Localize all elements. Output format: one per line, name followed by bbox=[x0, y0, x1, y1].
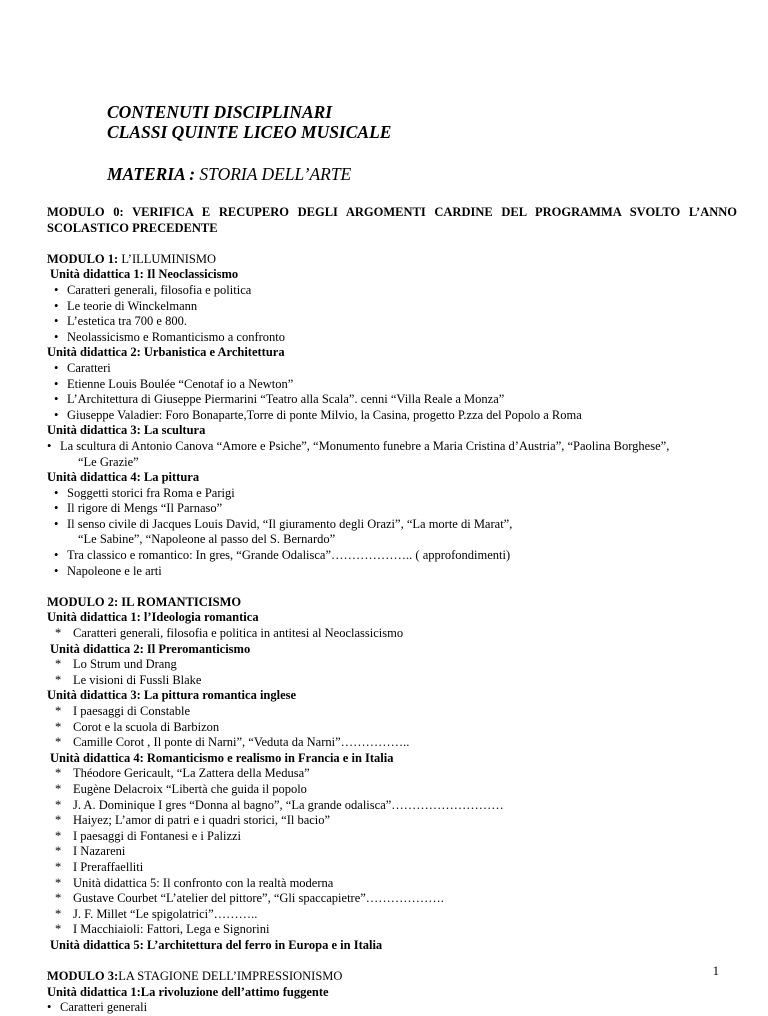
list-item-text: I Nazareni bbox=[73, 844, 126, 859]
list-item: • Il rigore di Mengs “Il Parnaso” bbox=[47, 501, 737, 517]
materia-line bbox=[107, 164, 351, 184]
list-item bbox=[47, 626, 737, 642]
list-item bbox=[47, 907, 737, 923]
list-item: • Il senso civile di Jacques Louis David, “Il giuramento degli Orazi”, “La morte di Marat”, bbox=[47, 517, 737, 533]
list-item-text: Caratteri generali, filosofia e politica in antitesi al Neoclassicismo bbox=[73, 626, 404, 641]
list-item: • Caratteri generali bbox=[47, 1000, 737, 1016]
page-number: 1 bbox=[712, 964, 719, 978]
list-item: • Napoleone e le arti bbox=[47, 564, 737, 580]
unit-heading: Unità didattica 1: l’Ideologia romantica bbox=[47, 610, 259, 625]
list-item-text: I Macchiaioli: Fattori, Lega e Signorini bbox=[73, 922, 270, 937]
list-item: • Giuseppe Valadier: Foro Bonaparte,Torre di ponte Milvio, la Casina, progetto P.zza del Popolo a Roma bbox=[47, 408, 737, 424]
unit-heading: Unità didattica 1: Il Neoclassicismo bbox=[50, 267, 239, 282]
list-item bbox=[47, 891, 737, 907]
list-item-text: Unità didattica 5: Il confronto con la realtà moderna bbox=[73, 875, 334, 890]
asterisk-marker: * bbox=[55, 672, 62, 687]
asterisk-marker: * bbox=[55, 766, 62, 781]
list-item bbox=[47, 798, 737, 814]
list-item-text: Eugène Delacroix “Libertà che guida il popolo bbox=[73, 781, 307, 796]
list-item bbox=[47, 876, 737, 892]
list-item bbox=[47, 813, 737, 829]
modulo-1-heading bbox=[47, 252, 737, 268]
list-item-continuation: “Le Grazie” bbox=[78, 454, 139, 469]
list-item-text: Camille Corot , Il ponte di Narni”, “Veduta da Narni”…………….. bbox=[73, 735, 410, 750]
list-item bbox=[47, 860, 737, 876]
list-item-text: J. F. Millet “Le spigolatrici”……….. bbox=[73, 906, 258, 921]
asterisk-marker: * bbox=[55, 891, 62, 906]
list-item-text: J. A. Dominique I gres “Donna al bagno”, “La grande odalisca”……………………… bbox=[73, 797, 504, 812]
list-item-text: Gustave Courbet “L’atelier del pittore”, “Gli spaccapietre”………………. bbox=[73, 891, 444, 906]
modulo-1-title: L’ILLUMINISMO bbox=[118, 251, 216, 266]
list-item bbox=[47, 829, 737, 845]
list-item: • Tra classico e romantico: In gres, “Grande Odalisca”……………….. ( approfondimenti) bbox=[47, 548, 737, 564]
list-item: • L’estetica tra 700 e 800. bbox=[47, 314, 737, 330]
list-item-text: I paesaggi di Fontanesi e i Palizzi bbox=[73, 828, 242, 843]
list-item: • Caratteri generali, filosofia e politica bbox=[47, 283, 737, 299]
asterisk-marker: * bbox=[55, 828, 62, 843]
list-item-text: Corot e la scuola di Barbizon bbox=[73, 719, 220, 734]
unit-heading: Unità didattica 2: Il Preromanticismo bbox=[50, 641, 251, 656]
asterisk-marker: * bbox=[55, 906, 62, 921]
materia-value: STORIA DELL’ARTE bbox=[195, 164, 352, 184]
list-item: • Caratteri bbox=[47, 361, 737, 377]
list-item: • Soggetti storici fra Roma e Parigi bbox=[47, 486, 737, 502]
list-item bbox=[47, 766, 737, 782]
list-item bbox=[47, 844, 737, 860]
list-item-text: I Preraffaelliti bbox=[73, 859, 144, 874]
unit-heading: Unità didattica 3: La pittura romantica inglese bbox=[47, 688, 297, 703]
asterisk-marker: * bbox=[55, 859, 62, 874]
asterisk-marker: * bbox=[55, 875, 62, 890]
list-item: • Neolassicismo e Romanticismo a confronto bbox=[47, 330, 737, 346]
modulo-3-heading bbox=[47, 969, 737, 985]
list-item-text: I paesaggi di Constable bbox=[73, 704, 190, 718]
list-item bbox=[47, 704, 737, 720]
modulo-0-heading: MODULO 0: VERIFICA E RECUPERO DEGLI ARGOMENTI CARDINE DEL PROGRAMMA SVOLTO L’ANNO SCOLASTICO PRECEDENTE bbox=[47, 205, 737, 235]
list-item bbox=[47, 720, 737, 736]
asterisk-marker: * bbox=[55, 657, 62, 672]
list-item bbox=[47, 782, 737, 798]
header-title-line2: CLASSI QUINTE LICEO MUSICALE bbox=[107, 122, 392, 142]
list-item: • L’Architettura di Giuseppe Piermarini “Teatro alla Scala”. cenni “Villa Reale a Monza” bbox=[47, 392, 737, 408]
modulo-3-title: LA STAGIONE DELL’IMPRESSIONISMO bbox=[118, 969, 343, 984]
asterisk-marker: * bbox=[55, 813, 62, 828]
list-item-text: Lo Strum und Drang bbox=[73, 657, 177, 672]
list-item: • La scultura di Antonio Canova “Amore e Psiche”, “Monumento funebre a Maria Cristina d’Austria”, “Paolina Borghese”, bbox=[47, 439, 737, 455]
modulo-2-heading: MODULO 2: IL ROMANTICISMO bbox=[47, 594, 242, 609]
modulo-1-label: MODULO 1: bbox=[47, 251, 119, 266]
unit-heading: Unità didattica 4: La pittura bbox=[47, 470, 200, 485]
list-item bbox=[47, 657, 737, 673]
asterisk-marker: * bbox=[55, 797, 62, 812]
asterisk-marker: * bbox=[55, 704, 62, 718]
unit-heading: Unità didattica 1:La rivoluzione dell’attimo fuggente bbox=[47, 984, 329, 999]
materia-label: MATERIA : bbox=[107, 164, 196, 184]
list-item: • Le teorie di Winckelmann bbox=[47, 299, 737, 315]
asterisk-marker: * bbox=[55, 844, 62, 859]
list-item: • Etienne Louis Boulée “Cenotaf io a Newton” bbox=[47, 377, 737, 393]
modulo-3-label: MODULO 3: bbox=[47, 969, 119, 984]
asterisk-marker: * bbox=[55, 735, 62, 750]
asterisk-marker: * bbox=[55, 922, 62, 937]
unit-heading: Unità didattica 2: Urbanistica e Architettura bbox=[47, 345, 285, 360]
document-body bbox=[47, 205, 737, 1016]
asterisk-marker: * bbox=[55, 626, 62, 641]
list-item bbox=[47, 735, 737, 751]
list-item-continuation: “Le Sabine”, “Napoleone al passo del S. Bernardo” bbox=[78, 532, 336, 547]
list-item-text: Le visioni di Fussli Blake bbox=[73, 672, 202, 687]
asterisk-marker: * bbox=[55, 719, 62, 734]
list-item bbox=[47, 673, 737, 689]
list-item-text: Haiyez; L’amor di patri e i quadri storici, “Il bacio” bbox=[73, 813, 331, 828]
unit-heading: Unità didattica 5: L’architettura del ferro in Europa e in Italia bbox=[50, 937, 383, 952]
unit-heading: Unità didattica 4: Romanticismo e realismo in Francia e in Italia bbox=[50, 750, 394, 765]
asterisk-marker: * bbox=[55, 781, 62, 796]
unit-heading: Unità didattica 3: La scultura bbox=[47, 423, 206, 438]
list-item bbox=[47, 922, 737, 938]
list-item-text: Théodore Gericault, “La Zattera della Medusa” bbox=[73, 766, 310, 781]
header-title-line1: CONTENUTI DISCIPLINARI bbox=[107, 102, 333, 122]
